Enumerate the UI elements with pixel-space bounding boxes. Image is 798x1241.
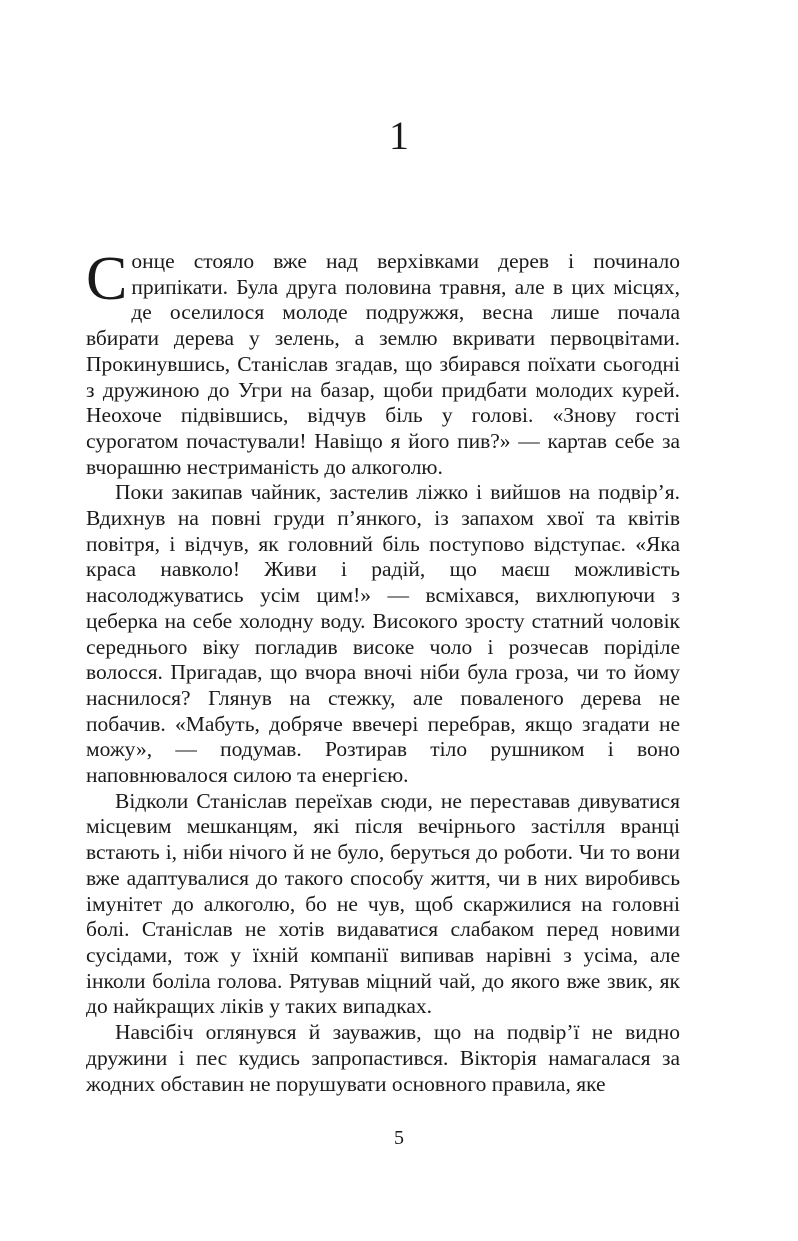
drop-cap: С xyxy=(86,245,128,313)
paragraph xyxy=(86,789,680,1020)
chapter-body xyxy=(86,245,680,1097)
chapter-number: 1 xyxy=(389,113,409,158)
paragraph xyxy=(86,245,680,480)
paragraph-text: Відколи Станіслав переїхав сюди, не переставав дивуватися місцевим мешканцям, які після вечірнього застілля вранці встають і, ніби нічого й не було, беруться до роботи. Чи то вони вже адаптувалися до такого способу життя, чи в них виробивсь імунітет до алкоголю, бо не чув, щоб скаржилися на головні болі. Станіслав не хотів видаватися слабаком перед новими сусідами, тож у їхній компанії випивав нарівні з усіма, але інколи боліла голова. Рятував міцний чай, до якого вже звик, як до найкращих ліків у таких випадках. xyxy=(86,788,680,1019)
paragraph xyxy=(86,480,680,788)
page-number: 5 xyxy=(394,1127,404,1149)
paragraph xyxy=(86,1020,680,1097)
paragraph-text: Навсібіч оглянувся й зауважив, що на подвір’ї не видно дружини і пес кудись запропастився. Вікторія намагалася за жодних обставин не порушувати основного правила, яке xyxy=(86,1020,680,1096)
paragraph-text: Поки закипав чайник, застелив ліжко і вийшов на подвір’я. Вдихнув на повні груди п’янкого, із запахом хвої та квітів повітря, і відчув, як головний біль поступово відступає. «Яка краса навколо! Живи і радій, що маєш можливість насолоджуватись усім цим!» — всміхався, вихлюпуючи з цеберка на себе холодну воду. Високого зросту статний чоловік середнього віку погладив високе чоло і розчесав поріділе волосся. Пригадав, що вчора вночі ніби була гроза, чи то йому наснилося? Глянув на стежку, але поваленого дерева не побачив. «Мабуть, добряче ввечері перебрав, якщо згадати не можу», — подумав. Розтирав тіло рушником і воно наповнювалося силою та енергією. xyxy=(86,480,680,788)
paragraph-text: онце стояло вже над верхівками дерев і починало припікати. Була друга половина травня, але в цих місцях, де оселилося молоде подружжя, весна лише почала вбирати дерева у зелень, а землю вкривати первоцвітами. Прокинувшись, Станіслав згадав, що збирався поїхати сьогодні з дружиною до Угри на базар, щоби придбати молодих курей. Неохоче підвівшись, відчув біль у голові. «Знову гості сурогатом почастували! Навіщо я його пив?» — картав себе за вчорашню нестриманість до алкоголю. xyxy=(86,249,680,479)
